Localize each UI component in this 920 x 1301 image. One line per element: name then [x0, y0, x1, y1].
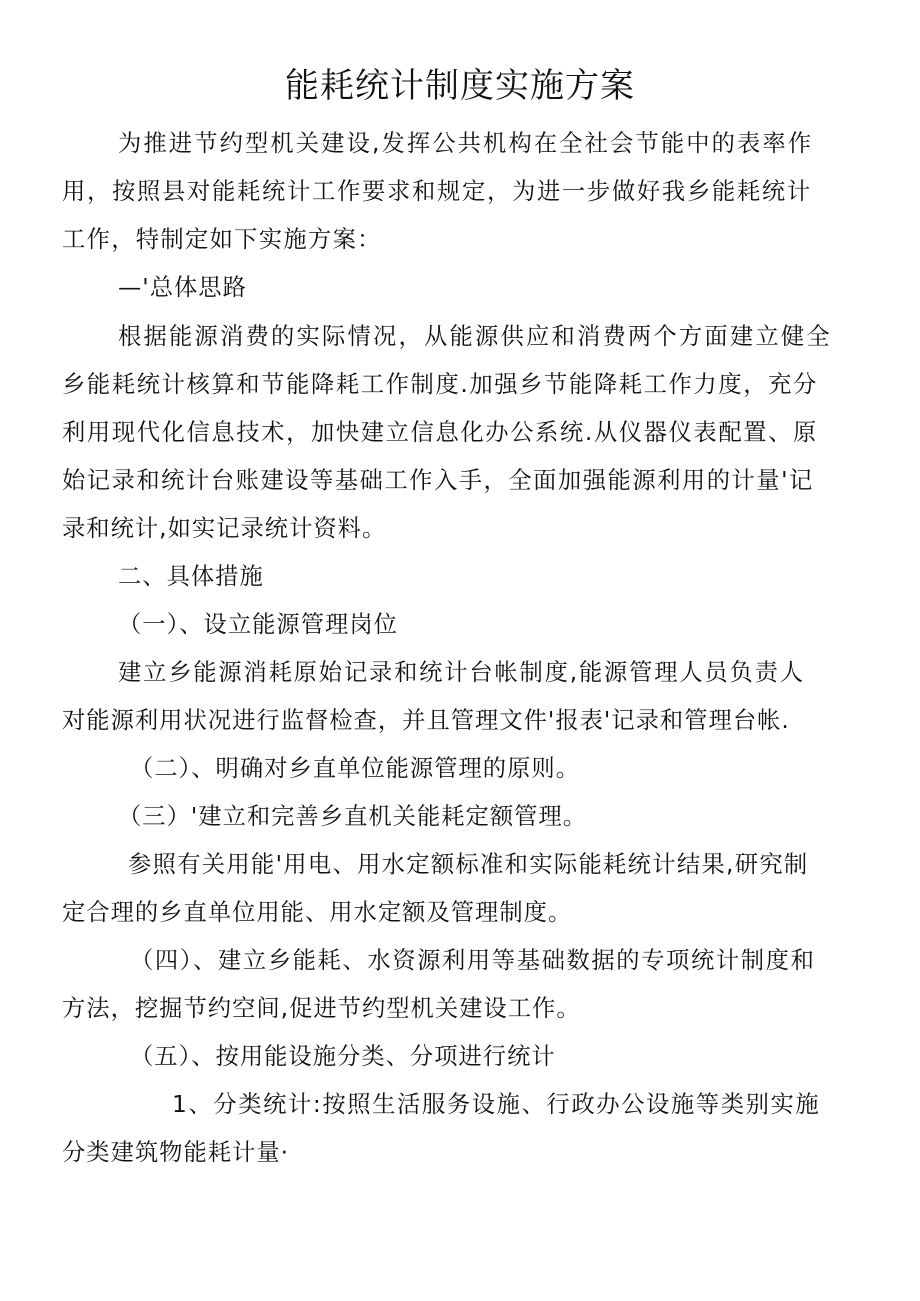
subsection-heading: （三）'建立和完善乡直机关能耗定额管理。 — [118, 803, 588, 830]
paragraph-line: 始记录和统计台账建设等基础工作入手，全面加强能源利用的计量'记 — [62, 467, 814, 494]
subsection-heading: （二）、明确对乡直单位能源管理的原则。 — [130, 755, 580, 782]
paragraph-line: 用，按照县对能耗统计工作要求和规定，为进一步做好我乡能耗统计 — [62, 178, 812, 205]
paragraph-line: 为推进节约型机关建设,发挥公共机构在全社会节能中的表率作 — [118, 130, 814, 157]
paragraph-line: 定合理的乡直单位用能、用水定额及管理制度。 — [62, 899, 573, 926]
paragraph-line: 方法，挖掘节约空间,促进节约型机关建设工作。 — [62, 995, 581, 1022]
paragraph-line: 1、分类统计:按照生活服务设施、行政办公设施等类别实施 — [172, 1091, 821, 1118]
document-title: 能耗统计制度实施方案 — [285, 66, 635, 106]
paragraph-line: 分类建筑物能耗计量· — [62, 1139, 290, 1166]
paragraph-line: 工作，特制定如下实施方案： — [62, 226, 382, 253]
subsection-heading: （四）、建立乡能耗、水资源利用等基础数据的专项统计制度和 — [130, 947, 816, 974]
paragraph-line: 根据能源消费的实际情况，从能源供应和消费两个方面建立健全 — [118, 323, 832, 350]
section-heading: —'总体思路 — [118, 274, 247, 301]
subsection-heading: （一）、设立能源管理岗位 — [118, 611, 398, 638]
paragraph-line: 参照有关用能'用电、用水定额标准和实际能耗统计结果,研究制 — [128, 851, 809, 878]
paragraph-line: 建立乡能源消耗原始记录和统计台帐制度,能源管理人员负责人 — [118, 659, 805, 686]
paragraph-line: 乡能耗统计核算和节能降耗工作制度.加强乡节能降耗工作力度，充分 — [62, 371, 818, 398]
section-heading: 二、具体措施 — [118, 563, 264, 590]
paragraph-line: 对能源利用状况进行监督检查，并且管理文件'报表'记录和管理台帐. — [62, 707, 790, 734]
subsection-heading: （五）、按用能设施分类、分项进行统计 — [130, 1043, 556, 1070]
paragraph-line: 利用现代化信息技术，加快建立信息化办公系统.从仪器仪表配置、原 — [62, 419, 818, 446]
paragraph-line: 录和统计,如实记录统计资料。 — [62, 515, 387, 542]
